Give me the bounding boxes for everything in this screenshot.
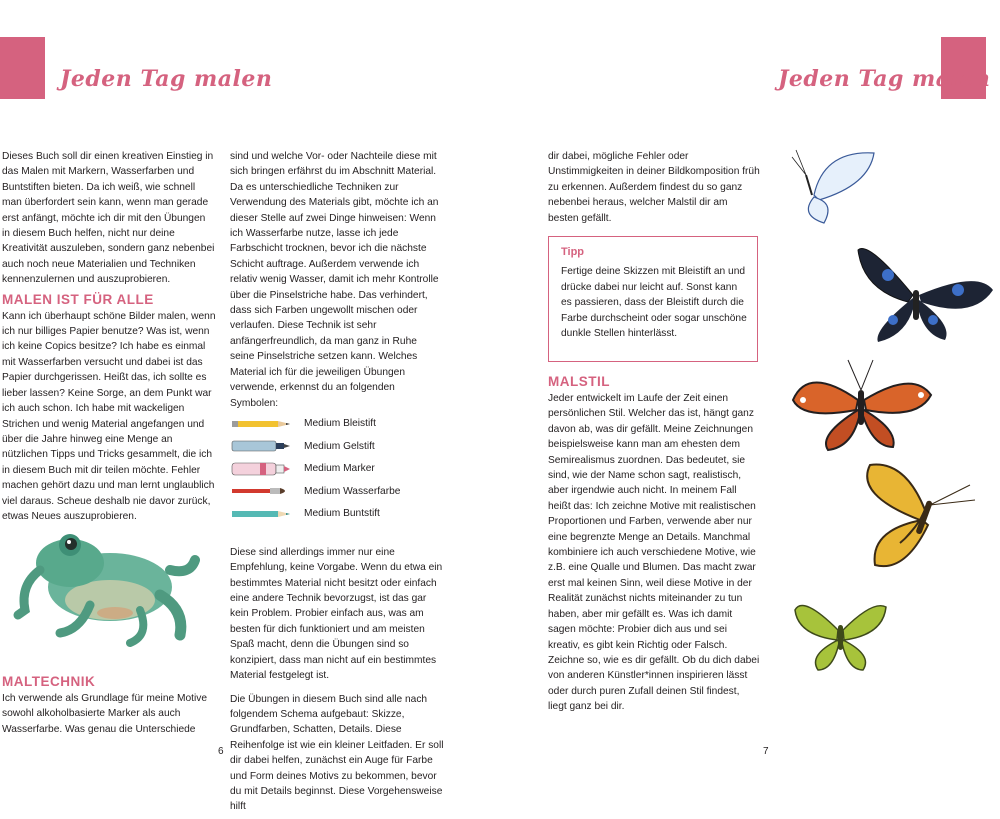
page-title-left: Jeden Tag malen	[60, 66, 273, 92]
butterfly-blue-black	[853, 240, 998, 345]
marker-icon	[230, 460, 292, 478]
tool-row-pencil	[230, 413, 444, 435]
butterfly-blue-outline	[784, 145, 879, 230]
paragraph-material: sind und welche Vor- oder Nachteile diese mit sich bringen erfährst du im Abschnitt Material. Da es unterschiedliche Techniken zur Verwendung des Materials gibt, möchte ich an dieser Stelle auf zwei Dinge hinweisen: Wenn ich Wasserfarbe nutze, lasse ich jede Farbschicht trocknen, bevor ich die nächste Schicht auftrage. Außerdem verwende ich relativ wenig Wasser, damit ich mehr Kontrolle über die Pinselstriche habe. Das verhindert, dass sich Farben ungewollt mischen oder verlaufen. Diese Technik ist sehr anfängerfreundlich, da man ganz in Ruhe seine Pinselstriche setzen kann. Welches Material ich für die jeweiligen Übungen verwende, erkennst du an folgenden Symbolen:	[230, 151, 439, 409]
paragraph-schema: Die Übungen in diesem Buch sind alle nach folgendem Schema aufgebaut: Skizze, Grundfarben, Schatten, Details. Diese Reihenfolge ist wie ein kleiner Leitfaden. Er soll dir dabei helfen, zunächst ein Auge für Farbe und Form deines Motivs zu bekommen, bevor du mit Details beginnst. Diese Vorgehensweise hilft	[230, 693, 444, 813]
tool-row-gel-pen	[230, 435, 444, 457]
paragraph-bildkomposition: dir dabei, mögliche Fehler oder Unstimmigkeiten in deiner Bildkomposition früh zu erkennen. Außerdem findest du so ganz nebenbei heraus, welcher Malstil dir am besten gefällt.	[548, 151, 760, 224]
left-column-2	[230, 149, 444, 819]
colored-pencil-icon	[230, 505, 292, 523]
tip-text: Fertige deine Skizzen mit Bleistift an und drücke dabei nur leicht auf. Sonst kann es passieren, dass der Bleistift durch die Farbe durchscheint oder sogar unschöne dunkle Stellen hinterlässt.	[561, 266, 747, 340]
right-column-1-bottom	[548, 370, 760, 719]
right-column-1-top	[548, 149, 760, 230]
tool-row-brush	[230, 480, 444, 502]
left-column-1-bottom	[2, 670, 216, 741]
tool-label-gel-pen: Medium Gelstift	[304, 440, 375, 452]
butterfly-yellow	[850, 455, 980, 580]
tip-title: Tipp	[561, 246, 585, 258]
tool-label-pencil: Medium Bleistift	[304, 418, 376, 430]
accent-bar-left	[0, 37, 45, 99]
page-number-left: 6	[218, 746, 224, 757]
tip-box	[548, 236, 758, 362]
frog-illustration	[10, 515, 200, 650]
butterfly-orange	[788, 355, 933, 455]
heading-maltechnik: MALTECHNIK	[2, 674, 96, 689]
page-title-right: Jeden Tag malen	[778, 66, 991, 92]
tool-list	[230, 413, 444, 525]
paragraph-maltechnik: Ich verwende als Grundlage für meine Motive sowohl alkoholbasierte Marker als auch Wasserfarbe. Was genau die Unterschiede	[2, 693, 207, 735]
tool-label-colored-pencil: Medium Buntstift	[304, 507, 380, 519]
page-number-right: 7	[763, 746, 769, 757]
brush-icon	[230, 482, 292, 500]
heading-malen-ist-fuer-alle: MALEN IST FÜR ALLE	[2, 291, 154, 307]
heading-malstil: MALSTIL	[548, 374, 610, 389]
butterfly-green	[793, 595, 888, 675]
paragraph-empfehlung: Diese sind allerdings immer nur eine Empfehlung, keine Vorgabe. Wenn du etwa ein bestimmtes Material nicht besitzt oder einfach eine andere Technik bevorzugst, ist das gar kein Problem. Probier einfach aus, was am besten für dich funktioniert und am meisten Spaß macht, denn die Übungen sind so konzipiert, dass man nicht auf ein bestimmtes Material festgelegt ist.	[230, 546, 443, 682]
tool-row-colored-pencil	[230, 502, 444, 524]
paragraph-malstil: Jeder entwickelt im Laufe der Zeit einen persönlichen Stil. Welcher das ist, hängt ganz davon ab, was dir gefällt. Meine Zeichnungen beispielsweise kann man am ehesten dem Semirealismus zuordnen. Das bedeutet, sie sind, wie der Name schon sagt, realistisch, aber irgendwie auch nicht. In meinem Fall heißt das: Ich zeichne Motive mit realistischen Proportionen und Farben, verwende aber nur eine begrenzte Menge an Details. Manchmal kombiniere ich auch verschiedene Motive, wie z.B. eine Qualle und Blumen. Das macht zwar erst mal keinen Sinn, weil diese Motive in der Realität zunächst nichts miteinander zu tun haben, aber mir gefällt es. Was ich damit sagen möchte: Probier dich aus und sei kreativ, es gibt kein Richtig oder Falsch. Zeichne so, wie es dir gefällt. Ob du dich dabei von anderen Künstler*innen inspirieren lässt oder durch puren Zufall deinen Stil findest, liegt ganz bei dir.	[548, 393, 760, 713]
left-column-1	[2, 149, 216, 528]
tool-label-marker: Medium Marker	[304, 463, 375, 475]
gel-pen-icon	[230, 437, 292, 455]
tool-label-brush: Medium Wasserfarbe	[304, 485, 401, 497]
tool-row-marker	[230, 458, 444, 480]
intro-paragraph: Dieses Buch soll dir einen kreativen Einstieg in das Malen mit Markern, Wasserfarben und Buntstiften bieten. Da ich weiß, wie schnell man überfordert sein kann, wenn man gerade erst anfängt, möchte ich dir mit den Übungen in diesem Buch helfen, nicht nur deine Kreativität auszuleben, sondern ganz nebenbei auch noch neue Materialien und Techniken kennenzulernen und auszuprobieren.	[2, 151, 215, 286]
paragraph-malen: Kann ich überhaupt schöne Bilder malen, wenn ich nur billiges Papier benutze? Was ist, wenn ich keine Copics besitze? Ich habe es einmal mit Wasserfarben versucht und dabei ist das Papier durchgerissen. Heißt das, ich sollte es lieber lassen? Keine Sorge, an dem Punkt war ich auch schon. Ich habe mit wackeligen Strichen und wenig Material angefangen und über die Jahre hinweg eine Menge an nützlichen Tipps und Tricks gesammelt, die ich in diesem Buch mit dir teilen möchte. Fehler machen gehört dazu und man lernt unglaublich viel daraus. Scheue deshalb nie davor zurück, etwas Neues auszuprobieren.	[2, 310, 216, 522]
pencil-icon	[230, 415, 292, 433]
